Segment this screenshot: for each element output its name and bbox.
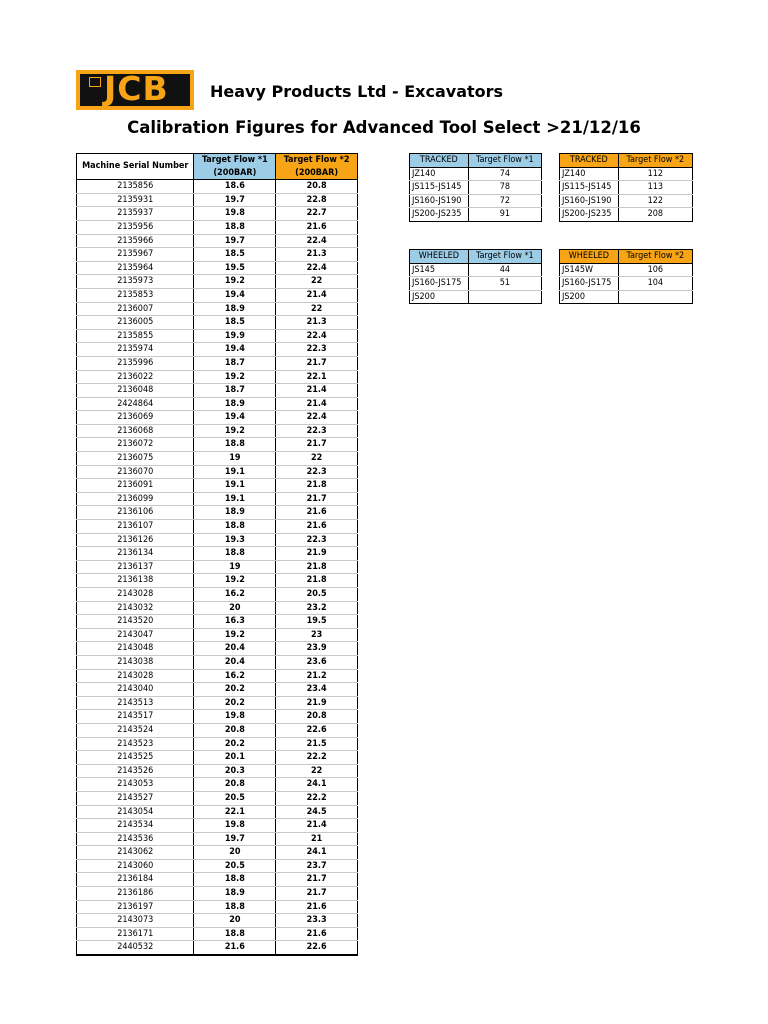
target-flow2-cell: 21.4: [276, 397, 358, 411]
table-row: [77, 805, 358, 819]
serial-number-cell: 2135931: [77, 193, 194, 207]
flow-value-cell: [618, 290, 692, 304]
table-row: [77, 737, 358, 751]
model-cell: JS200: [410, 290, 469, 304]
target-flow2-cell: 21.7: [276, 356, 358, 370]
target-flow1-cell: 18.8: [194, 927, 276, 941]
target-flow2-cell: 21.9: [276, 547, 358, 561]
serial-number-cell: 2143048: [77, 642, 194, 656]
target-flow2-cell: 21.4: [276, 819, 358, 833]
target-flow1-cell: 19: [194, 560, 276, 574]
target-flow1-cell: 19.8: [194, 819, 276, 833]
table-row: [77, 424, 358, 438]
flow-value-cell: 106: [618, 263, 692, 277]
model-cell: JS115-JS145: [560, 181, 619, 195]
target-flow2-cell: 22.4: [276, 261, 358, 275]
target-flow2-cell: 22.2: [276, 751, 358, 765]
serial-number-cell: 2136138: [77, 574, 194, 588]
target-flow1-cell: 20.2: [194, 737, 276, 751]
table-row: [77, 506, 358, 520]
target-flow2-cell: 22: [276, 452, 358, 466]
table-row: [77, 778, 358, 792]
target-flow1-cell: 18.5: [194, 316, 276, 330]
serial-number-cell: 2143513: [77, 696, 194, 710]
target-flow1-cell: 19.3: [194, 533, 276, 547]
table-row: [77, 343, 358, 357]
target-flow1-cell: 20.5: [194, 859, 276, 873]
serial-number-cell: 2136184: [77, 873, 194, 887]
tracked-flow2-header-label: TRACKED: [560, 154, 619, 168]
table-row: [77, 356, 358, 370]
target-flow1-cell: 18.5: [194, 248, 276, 262]
serial-number-cell: 2135973: [77, 275, 194, 289]
serial-number-cell: 2136137: [77, 560, 194, 574]
serial-number-table: [76, 153, 358, 956]
target-flow2-cell: 21.5: [276, 737, 358, 751]
flow-value-cell: 78: [468, 181, 541, 195]
target-flow2-cell: 21.7: [276, 887, 358, 901]
wheeled-flow2-header-label: WHEELED: [560, 250, 619, 264]
target-flow2-cell: 21.2: [276, 669, 358, 683]
target-flow1-cell: 19.1: [194, 479, 276, 493]
target-flow2-cell: 23.2: [276, 601, 358, 615]
table-row: [77, 193, 358, 207]
table-row: [77, 628, 358, 642]
table-row: [77, 791, 358, 805]
flow-value-cell: 208: [618, 208, 692, 222]
serial-number-cell: 2143536: [77, 832, 194, 846]
table-row: [77, 411, 358, 425]
model-cell: JS160-JS190: [410, 194, 469, 208]
serial-number-cell: 2135956: [77, 220, 194, 234]
serial-number-cell: 2136186: [77, 887, 194, 901]
target-flow1-cell: 19.2: [194, 370, 276, 384]
table-row: [77, 751, 358, 765]
tracked-flow2-row: [560, 181, 693, 195]
tracked-flow2-row: [560, 167, 693, 181]
serial-number-cell: 2135967: [77, 248, 194, 262]
table-row: [77, 887, 358, 901]
target-flow2-cell: 22.8: [276, 193, 358, 207]
target-flow1-cell: 19.5: [194, 261, 276, 275]
target-flow2-cell: 23.7: [276, 859, 358, 873]
target-flow1-cell: 20.4: [194, 642, 276, 656]
wheeled-flow2-row: [560, 277, 693, 291]
flow2-header-unit: (200BAR): [276, 167, 358, 180]
serial-number-cell: 2135937: [77, 207, 194, 221]
serial-number-cell: 2135856: [77, 180, 194, 194]
table-row: [77, 492, 358, 506]
flow-value-cell: 112: [618, 167, 692, 181]
serial-number-cell: 2143062: [77, 846, 194, 860]
serial-number-cell: 2136048: [77, 384, 194, 398]
page-title: Calibration Figures for Advanced Tool Select >21/12/16: [127, 118, 641, 137]
target-flow1-cell: 18.8: [194, 900, 276, 914]
flow-value-cell: 74: [468, 167, 541, 181]
model-cell: JS200-JS235: [410, 208, 469, 222]
target-flow2-cell: 23.4: [276, 683, 358, 697]
serial-number-cell: 2136072: [77, 438, 194, 452]
serial-number-cell: 2135853: [77, 288, 194, 302]
serial-number-cell: 2136134: [77, 547, 194, 561]
target-flow1-cell: 20: [194, 914, 276, 928]
wheeled-flow1-row: [410, 290, 542, 304]
flow-value-cell: 91: [468, 208, 541, 222]
target-flow2-cell: 20.8: [276, 180, 358, 194]
table-row: [77, 832, 358, 846]
table-row: [77, 261, 358, 275]
serial-number-cell: 2136099: [77, 492, 194, 506]
target-flow2-cell: 21.6: [276, 520, 358, 534]
table-row: [77, 710, 358, 724]
jcb-logo-text: JCB: [104, 69, 169, 108]
table-row: [77, 859, 358, 873]
target-flow1-cell: 19.7: [194, 193, 276, 207]
serial-number-cell: 2136069: [77, 411, 194, 425]
target-flow2-cell: 21.6: [276, 220, 358, 234]
target-flow2-cell: 21.7: [276, 492, 358, 506]
target-flow2-cell: 22.4: [276, 329, 358, 343]
wheeled-flow1-row: [410, 277, 542, 291]
wheeled-flow1-table: [409, 249, 542, 304]
flow1-header: Target Flow *1: [194, 154, 276, 167]
target-flow1-cell: 19.4: [194, 288, 276, 302]
flow-value-cell: [468, 290, 541, 304]
target-flow1-cell: 19: [194, 452, 276, 466]
target-flow1-cell: 18.9: [194, 397, 276, 411]
target-flow2-cell: 22.3: [276, 424, 358, 438]
flow2-header: Target Flow *2: [276, 154, 358, 167]
serial-number-cell: 2143525: [77, 751, 194, 765]
table-row: [77, 547, 358, 561]
model-cell: JS145: [410, 263, 469, 277]
target-flow2-cell: 22.7: [276, 207, 358, 221]
table-row: [77, 615, 358, 629]
table-row: [77, 452, 358, 466]
target-flow1-cell: 18.7: [194, 356, 276, 370]
target-flow2-cell: 23.9: [276, 642, 358, 656]
serial-number-cell: 2143060: [77, 859, 194, 873]
target-flow1-cell: 16.2: [194, 669, 276, 683]
serial-number-cell: 2135974: [77, 343, 194, 357]
serial-number-cell: 2143053: [77, 778, 194, 792]
target-flow1-cell: 20.8: [194, 778, 276, 792]
target-flow2-cell: 22.1: [276, 370, 358, 384]
flow-value-cell: 113: [618, 181, 692, 195]
target-flow1-cell: 18.9: [194, 302, 276, 316]
target-flow2-cell: 19.5: [276, 615, 358, 629]
target-flow1-cell: 19.8: [194, 207, 276, 221]
serial-number-cell: 2143520: [77, 615, 194, 629]
target-flow1-cell: 20.2: [194, 683, 276, 697]
table-row: [77, 220, 358, 234]
flow-value-cell: 44: [468, 263, 541, 277]
serial-number-cell: 2135964: [77, 261, 194, 275]
target-flow2-cell: 22.2: [276, 791, 358, 805]
jcb-logo: [76, 70, 194, 110]
table-row: [77, 329, 358, 343]
model-cell: JS200: [560, 290, 619, 304]
table-row: [77, 302, 358, 316]
jcb-logo-mark: [89, 77, 101, 87]
target-flow1-cell: 18.8: [194, 873, 276, 887]
table-row: [77, 764, 358, 778]
target-flow1-cell: 19.9: [194, 329, 276, 343]
model-cell: JZ140: [410, 167, 469, 181]
tracked-flow1-table: [409, 153, 542, 222]
target-flow1-cell: 18.8: [194, 220, 276, 234]
table-row: [77, 574, 358, 588]
tracked-flow1-row: [410, 208, 542, 222]
wheeled-flow2-header-value: Target Flow *2: [618, 250, 692, 264]
serial-number-cell: 2143054: [77, 805, 194, 819]
table-row: [77, 914, 358, 928]
target-flow1-cell: 19.2: [194, 424, 276, 438]
serial-number-cell: 2143073: [77, 914, 194, 928]
table-row: [77, 248, 358, 262]
target-flow2-cell: 22.4: [276, 411, 358, 425]
wheeled-flow1-header-value: Target Flow *1: [468, 250, 541, 264]
table-row: [77, 384, 358, 398]
target-flow1-cell: 19.1: [194, 492, 276, 506]
target-flow1-cell: 18.6: [194, 180, 276, 194]
tracked-flow1-row: [410, 194, 542, 208]
table-row: [77, 560, 358, 574]
table-row: [77, 288, 358, 302]
serial-number-cell: 2143032: [77, 601, 194, 615]
target-flow2-cell: 22: [276, 275, 358, 289]
table-row: [77, 846, 358, 860]
target-flow2-cell: 21.3: [276, 316, 358, 330]
target-flow2-cell: 21.7: [276, 438, 358, 452]
table-row: [77, 696, 358, 710]
table-row: [77, 207, 358, 221]
tracked-flow1-row: [410, 167, 542, 181]
table-row: [77, 941, 358, 955]
target-flow1-cell: 19.7: [194, 832, 276, 846]
table-row: [77, 370, 358, 384]
flow1-header-unit: (200BAR): [194, 167, 276, 180]
target-flow2-cell: 24.1: [276, 778, 358, 792]
target-flow2-cell: 24.5: [276, 805, 358, 819]
serial-number-cell: 2143523: [77, 737, 194, 751]
target-flow1-cell: 19.7: [194, 234, 276, 248]
target-flow2-cell: 21.4: [276, 288, 358, 302]
table-row: [77, 180, 358, 194]
target-flow2-cell: 22.6: [276, 723, 358, 737]
model-cell: JS115-JS145: [410, 181, 469, 195]
flow-value-cell: 104: [618, 277, 692, 291]
target-flow1-cell: 18.9: [194, 506, 276, 520]
serial-number-cell: 2143534: [77, 819, 194, 833]
target-flow2-cell: 21.4: [276, 384, 358, 398]
target-flow1-cell: 19.4: [194, 343, 276, 357]
target-flow1-cell: 18.8: [194, 438, 276, 452]
serial-header: Machine Serial Number: [77, 154, 194, 180]
serial-number-cell: 2136126: [77, 533, 194, 547]
target-flow2-cell: 21.8: [276, 479, 358, 493]
serial-number-cell: 2136106: [77, 506, 194, 520]
target-flow2-cell: 21.9: [276, 696, 358, 710]
target-flow2-cell: 22.3: [276, 465, 358, 479]
serial-number-cell: 2136068: [77, 424, 194, 438]
target-flow2-cell: 20.8: [276, 710, 358, 724]
wheeled-flow2-table: [559, 249, 693, 304]
flow-value-cell: 122: [618, 194, 692, 208]
tracked-flow2-row: [560, 208, 693, 222]
target-flow2-cell: 21: [276, 832, 358, 846]
serial-number-cell: 2143040: [77, 683, 194, 697]
tracked-flow2-table: [559, 153, 693, 222]
target-flow2-cell: 21.7: [276, 873, 358, 887]
target-flow2-cell: 22.6: [276, 941, 358, 955]
target-flow2-cell: 21.3: [276, 248, 358, 262]
table-row: [77, 438, 358, 452]
target-flow2-cell: 21.6: [276, 927, 358, 941]
serial-number-cell: 2136007: [77, 302, 194, 316]
target-flow2-cell: 23: [276, 628, 358, 642]
serial-number-cell: 2143527: [77, 791, 194, 805]
wheeled-flow1-header-label: WHEELED: [410, 250, 469, 264]
table-row: [77, 900, 358, 914]
serial-number-cell: 2136005: [77, 316, 194, 330]
target-flow1-cell: 19.4: [194, 411, 276, 425]
table-row: [77, 927, 358, 941]
table-row: [77, 642, 358, 656]
table-row: [77, 465, 358, 479]
target-flow1-cell: 20.3: [194, 764, 276, 778]
target-flow1-cell: 20.5: [194, 791, 276, 805]
target-flow1-cell: 20.8: [194, 723, 276, 737]
target-flow1-cell: 20.4: [194, 655, 276, 669]
wheeled-flow2-row: [560, 263, 693, 277]
target-flow2-cell: 20.5: [276, 588, 358, 602]
model-cell: JS160-JS175: [410, 277, 469, 291]
target-flow1-cell: 16.3: [194, 615, 276, 629]
serial-number-cell: 2136197: [77, 900, 194, 914]
company-name: Heavy Products Ltd - Excavators: [210, 82, 504, 101]
target-flow2-cell: 22.3: [276, 533, 358, 547]
target-flow1-cell: 18.8: [194, 547, 276, 561]
target-flow1-cell: 19.2: [194, 275, 276, 289]
tracked-flow2-header-value: Target Flow *2: [618, 154, 692, 168]
target-flow1-cell: 20.2: [194, 696, 276, 710]
target-flow2-cell: 22: [276, 764, 358, 778]
tracked-flow1-header-value: Target Flow *1: [468, 154, 541, 168]
wheeled-flow1-row: [410, 263, 542, 277]
model-cell: JS145W: [560, 263, 619, 277]
table-row: [77, 873, 358, 887]
serial-number-cell: 2136022: [77, 370, 194, 384]
model-cell: JS160-JS175: [560, 277, 619, 291]
target-flow2-cell: 22: [276, 302, 358, 316]
serial-number-cell: 2143524: [77, 723, 194, 737]
table-row: [77, 533, 358, 547]
serial-number-cell: 2143038: [77, 655, 194, 669]
flow-value-cell: 51: [468, 277, 541, 291]
target-flow2-cell: 22.3: [276, 343, 358, 357]
target-flow2-cell: 21.8: [276, 560, 358, 574]
target-flow2-cell: 21.6: [276, 900, 358, 914]
target-flow1-cell: 20: [194, 846, 276, 860]
serial-number-cell: 2143047: [77, 628, 194, 642]
target-flow1-cell: 22.1: [194, 805, 276, 819]
serial-number-cell: 2135855: [77, 329, 194, 343]
table-row: [77, 669, 358, 683]
table-row: [77, 520, 358, 534]
model-cell: JS200-JS235: [560, 208, 619, 222]
wheeled-flow2-row: [560, 290, 693, 304]
serial-number-cell: 2424864: [77, 397, 194, 411]
target-flow2-cell: 21.6: [276, 506, 358, 520]
target-flow1-cell: 18.9: [194, 887, 276, 901]
serial-number-cell: 2440532: [77, 941, 194, 955]
serial-number-cell: 2136107: [77, 520, 194, 534]
serial-number-cell: 2136171: [77, 927, 194, 941]
serial-number-cell: 2136070: [77, 465, 194, 479]
target-flow1-cell: 21.6: [194, 941, 276, 955]
serial-number-cell: 2135996: [77, 356, 194, 370]
serial-number-cell: 2136075: [77, 452, 194, 466]
model-cell: JZ140: [560, 167, 619, 181]
target-flow2-cell: 21.8: [276, 574, 358, 588]
target-flow1-cell: 19.2: [194, 628, 276, 642]
target-flow1-cell: 18.8: [194, 520, 276, 534]
target-flow1-cell: 20: [194, 601, 276, 615]
table-row: [77, 588, 358, 602]
target-flow1-cell: 19.2: [194, 574, 276, 588]
serial-number-cell: 2136091: [77, 479, 194, 493]
target-flow1-cell: 19.8: [194, 710, 276, 724]
target-flow2-cell: 23.6: [276, 655, 358, 669]
target-flow1-cell: 18.7: [194, 384, 276, 398]
serial-number-cell: 2143517: [77, 710, 194, 724]
flow-value-cell: 72: [468, 194, 541, 208]
table-row: [77, 316, 358, 330]
table-row: [77, 723, 358, 737]
table-row: [77, 601, 358, 615]
table-row: [77, 479, 358, 493]
table-row: [77, 819, 358, 833]
target-flow1-cell: 19.1: [194, 465, 276, 479]
serial-number-cell: 2143028: [77, 669, 194, 683]
target-flow1-cell: 16.2: [194, 588, 276, 602]
serial-number-cell: 2143028: [77, 588, 194, 602]
tracked-flow2-row: [560, 194, 693, 208]
tracked-flow1-header-label: TRACKED: [410, 154, 469, 168]
model-cell: JS160-JS190: [560, 194, 619, 208]
table-row: [77, 683, 358, 697]
table-row: [77, 275, 358, 289]
serial-number-cell: 2143526: [77, 764, 194, 778]
table-row: [77, 655, 358, 669]
target-flow1-cell: 20.1: [194, 751, 276, 765]
table-row: [77, 234, 358, 248]
tracked-flow1-row: [410, 181, 542, 195]
target-flow2-cell: 22.4: [276, 234, 358, 248]
target-flow2-cell: 23.3: [276, 914, 358, 928]
target-flow2-cell: 24.1: [276, 846, 358, 860]
table-row: [77, 397, 358, 411]
serial-number-cell: 2135966: [77, 234, 194, 248]
